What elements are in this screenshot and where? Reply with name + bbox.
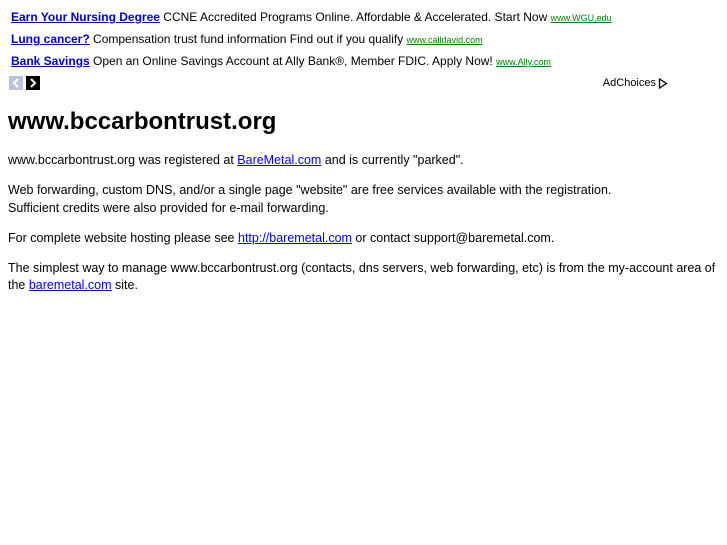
adchoices-triangle-icon bbox=[658, 78, 668, 89]
ad-block bbox=[8, 0, 668, 94]
chevron-left-icon bbox=[12, 78, 20, 88]
ad-row bbox=[8, 52, 668, 74]
chevron-right-icon bbox=[29, 78, 37, 88]
text-span: www.bccarbontrust.org was registered at bbox=[8, 153, 238, 167]
adchoices-link[interactable] bbox=[603, 77, 668, 89]
ad-prev-button[interactable] bbox=[9, 76, 23, 90]
baremetal-link[interactable]: BareMetal.com bbox=[237, 153, 322, 167]
ad-url-link[interactable]: www.Ally.com bbox=[496, 57, 551, 67]
paragraph-hosting bbox=[8, 230, 719, 248]
ad-description: Open an Online Savings Account at Ally Bank®, Member FDIC. Apply Now! bbox=[93, 54, 493, 68]
ad-url-link[interactable]: www.WGU.edu bbox=[550, 13, 612, 23]
adchoices-label: AdChoices bbox=[602, 77, 656, 89]
paragraph-services bbox=[8, 182, 719, 217]
text-span: Web forwarding, custom DNS, and/or a single page "website" are free services available with the registration. bbox=[8, 183, 612, 197]
hosting-link[interactable]: http://baremetal.com bbox=[238, 230, 352, 245]
ad-row bbox=[8, 8, 668, 30]
text-span: For complete website hosting please see bbox=[8, 230, 238, 245]
account-link[interactable]: baremetal.com bbox=[28, 278, 112, 292]
page-content bbox=[8, 152, 719, 295]
ad-title-link[interactable]: Bank Savings bbox=[11, 54, 90, 68]
text-span: and is currently "parked". bbox=[321, 153, 464, 167]
ad-url-link[interactable]: www.calldavid.com bbox=[406, 35, 483, 45]
paragraph-manage bbox=[8, 260, 719, 295]
text-span: The simplest way to manage www.bccarbontrust.org (contacts, dns servers, web forwarding, etc) is from the my-account area of the bbox=[8, 260, 716, 292]
text-span: site. bbox=[111, 278, 138, 292]
ad-next-button[interactable] bbox=[26, 76, 40, 90]
ad-description: Compensation trust fund information Find out if you qualify bbox=[93, 32, 404, 46]
ad-title-link[interactable]: Lung cancer? bbox=[11, 32, 90, 46]
page-title: www.bccarbontrust.org bbox=[8, 108, 277, 135]
text-span: Sufficient credits were also provided for e-mail forwarding. bbox=[8, 200, 329, 215]
ad-description: CCNE Accredited Programs Online. Affordable & Accelerated. Start Now bbox=[163, 10, 548, 24]
ad-row bbox=[8, 30, 668, 52]
text-span: or contact support@baremetal.com. bbox=[351, 230, 555, 245]
ad-navigation bbox=[8, 74, 668, 94]
ad-title-link[interactable]: Earn Your Nursing Degree bbox=[11, 10, 160, 24]
paragraph-registration bbox=[8, 152, 719, 170]
